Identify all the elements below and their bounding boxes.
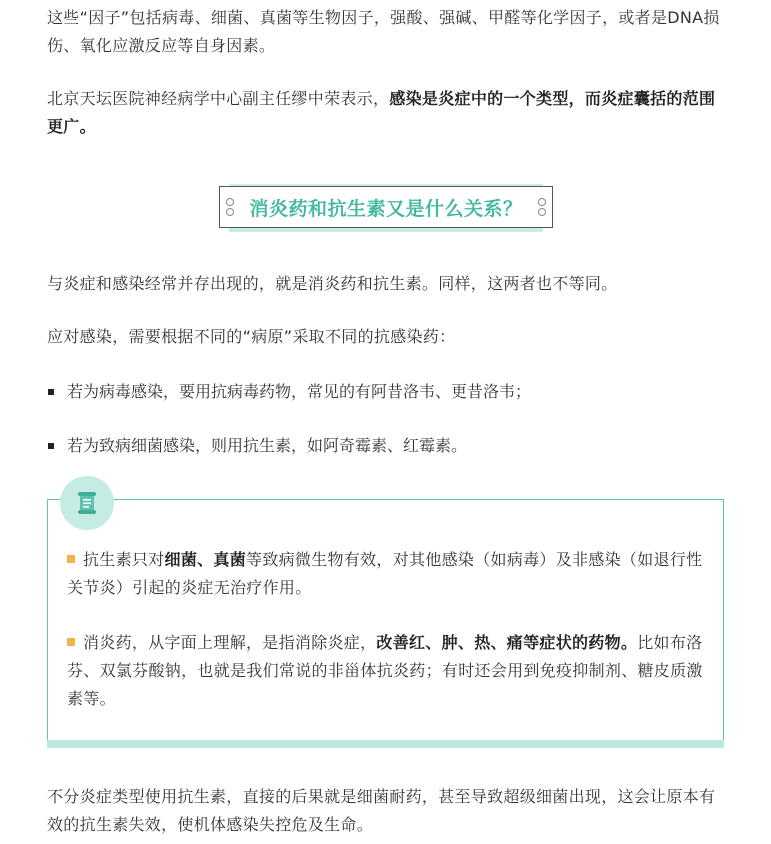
expert-statement-text: 北京天坛医院神经病学中心副主任缪中荣表示， (47, 89, 390, 108)
orange-bullet-marker (67, 638, 75, 646)
expert-statement-emphasis: 感染是炎症中的一个类型，而炎症囊括的范围更广。 (47, 89, 716, 136)
section-heading-box (219, 184, 553, 228)
heading-frame (219, 186, 553, 228)
expert-statement-paragraph (47, 85, 727, 141)
decorative-dots-left (226, 198, 234, 218)
decorative-dots-right (538, 198, 546, 218)
intro-paragraph: 这些“因子”包括病毒、细菌、真菌等生物因子，强酸、强碱、甲醛等化学因子，或者是DNA损伤、氧化应激反应等自身因素。 (47, 8, 720, 55)
note-badge (60, 476, 114, 530)
note-item-text: 消炎药，从字面上理解，是指消除炎症， (83, 633, 377, 652)
note-item-anti-inflammatory (67, 629, 707, 713)
list-item-text: 若为病毒感染，要用抗病毒药物，常见的有阿昔洛韦、更昔洛韦； (67, 382, 532, 401)
note-item-text: 等致病微生物有效，对其他感染（如病毒）及非感染（如退行性关节炎）引起的炎症无治疗作用。 (67, 550, 703, 597)
note-box-bottom-bar (47, 740, 724, 748)
note-item-emphasis: 细菌、真菌 (164, 550, 247, 569)
pathogen-paragraph: 应对感染，需要根据不同的“病原”采取不同的抗感染药： (47, 327, 456, 346)
scroll-icon (76, 490, 98, 516)
list-item-text: 若为致病细菌感染，则用抗生素，如阿奇霉素、红霉素。 (67, 436, 468, 455)
note-item-text: 比如布洛芬、双氯芬酸钠，也就是我们常说的非甾体抗炎药；有时还会用到免疫抑制剂、糖皮质激素等。 (67, 633, 703, 708)
orange-bullet-marker (67, 555, 75, 563)
bullet-marker (48, 389, 54, 395)
bullet-marker (48, 443, 54, 449)
conclusion-paragraph: 不分炎症类型使用抗生素，直接的后果就是细菌耐药，甚至导致超级细菌出现，这会让原本有效的抗生素失效，使机体感染失控危及生命。 (47, 787, 716, 834)
note-item-antibiotics (67, 546, 707, 602)
note-item-emphasis: 改善红、肿、热、痛等症状的药物。 (376, 633, 638, 652)
section-heading: 消炎药和抗生素又是什么关系？ (249, 197, 523, 220)
note-item-text: 抗生素只对 (83, 550, 165, 569)
relation-paragraph: 与炎症和感染经常并存出现的，就是消炎药和抗生素。同样，这两者也不等同。 (47, 274, 618, 293)
